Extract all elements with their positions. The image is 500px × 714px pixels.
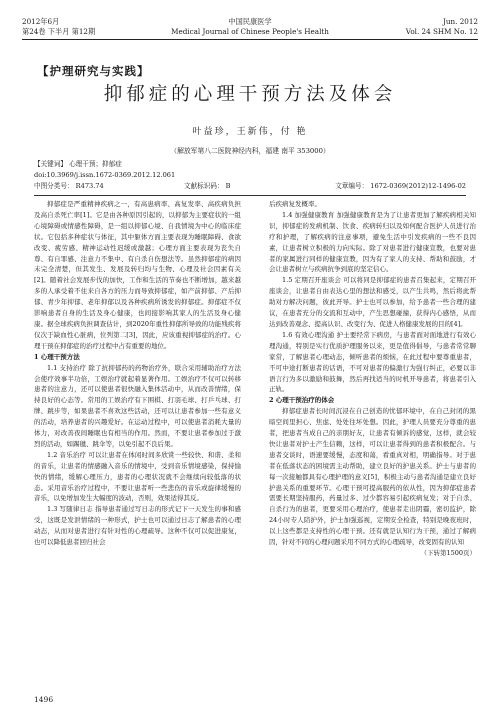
- paragraph: 抑郁症是严重精神疾病之一，有高患病率、高复发率、高疾病负担及高自杀死亡率[1]。它是由各种原因引起的，以抑郁为主要症状的一组心境障碍或情感性障碍，是一组以抑郁心境、自我情境为中心的临床症状。它包括多种症状与体征，其中躯体方面主要表现为睡眠障碍、食欲改变、疲劳感、精神运动性迟缓或激越；心理方面主要表现为丧失自尊、有自罪感、注意力不集中、有自杀自伤想法等。虽然抑郁症的病因未完全清楚，但其发生、发展及转归均与生物、心理及社会因素有关[2]。随着社会发展步伐的加快，工作和生活的节奏也不断增加，越来越多的人承受着不住来自各方的压力而导致抑郁症，如产前抑郁、产后抑郁、青少年抑郁、老年抑郁以及各种疾病所诱发的抑郁症。抑郁症不仅影响患者自身的生活及身心健康，也间接影响其家人的生活及身心健康。据全球疾病负担调查估计，到2020年重性抑郁所导致的功能残疾将仅次于缺血性心脏病，位列第二[3]，因此，应该重视抑郁症的治疗。心理干预在抑郁症的治疗过程中占有重要的地位。: [34, 200, 241, 350]
- clc-number: 中图分类号： R473.74: [34, 182, 104, 190]
- header-journal-cn: 中国民康医学: [228, 17, 272, 26]
- section-heading: 2 心理干预治疗的体会: [269, 396, 335, 405]
- page-number: 1496: [34, 695, 54, 704]
- doi: doi:10.3969/j.issn.1672-0369.2012.12.061: [34, 171, 176, 179]
- paragraph: 1.3 写随律日志 指导患者通过写日志的形式记下一天发生的事和感受，这既是发泄情绪的一种形式，护士也可以通过日志了解患者的心理动态，从而对患者进行有针对性的心理疏导。这种不仅可以促进康复，也可以降低患者回归社会: [34, 505, 241, 547]
- header-rule: [22, 39, 478, 40]
- paragraph: （下转第1500页）: [420, 549, 476, 557]
- paragraph: 1.6 有效心理沟通 护士要经常下病房，与患者面对面地进行有效心理沟通，特别是实行优质护理服务以来，更是值得倡导，与患者常常聊家常，了解患者心理动态，倾听患者的烦恼，在此过程中要尊重患者，不可中途打断患者的话语，不可对患者的偏激行为强行纠正，必要以非语言行为多以激励和鼓舞，然后再找适当的时机开导患者，将患者引入正轨。: [269, 330, 476, 394]
- header-date-en: Jun. 2012: [442, 17, 478, 26]
- section-label: 【护理研究与实践】: [37, 64, 150, 78]
- article-number: 文章编号： 1672-0369(2012)12-1496-02: [335, 182, 466, 190]
- header-journal-en: Medical Journal of Chinese People's Health: [171, 27, 329, 36]
- article-title: 抑郁症的心理干预方法及体会: [103, 84, 397, 105]
- keywords: 【关键词】 心理干预；抑郁症: [34, 160, 122, 168]
- document-code: 文献标识码： B: [184, 182, 231, 190]
- header-date-cn: 2012年6月: [22, 17, 60, 26]
- paragraph: 1.1 支持治疗 除了抗抑郁药的药物治疗外，联合采用辅助治疗方法会使疗效事半功倍，工娱治疗就起着显著作用。工娱治疗不仅可以转移患者的注意力，还可以使患者很快融入集体活动中，从而改善情绪，保持良好的心态等。常用的工娱治疗有下围棋、打羽毛球、打乒乓球、打牌、跳步等，如果患者不喜欢这些活动，还可以让患者参加一些有意义的活动，培养患者的兴趣爱好。在运动过程中，可以使患者消耗大量的体力，对改善夜间睡眠也有相当的作用。然而，不要让患者参加过于激烈的活动，如踢毽、跳伞等，以免引起不良后果。: [34, 363, 241, 448]
- paragraph: 1.4 加强健康教育 加强健康教育是为了让患者更加了解疾病相关知识，抑郁症的发病机制、饮食、疾病转归以及如何配合医护人员进行治疗和护理，了解疾病的注意事项，避免生活中引发疾病的一些不良因素，让患者树立积极的力向实际。除了对患者进行健康宣教，也要对患者的家属进行同样的健康宣教，因为有了家人的支持、帮助和鼓励，才会让患者树立与疾病抗争到底的坚定信心。: [269, 210, 476, 274]
- paragraph: 1.5 定期召开座谈会 可以将同是抑郁症的患者召集起来，定期召开座谈会，让患者自由表达心里的想法和感受，以产生共鸣，然后将此帮助对方解决问题，彼此开导。护士也可以参加，给予患者一些合理的建议，在患者充分的交流和互动中，产生思想碰撞，获得内心感悟，从而达到改善观念、提高认识、改变行为、促进人格健康发展的目的[4]。: [269, 276, 476, 328]
- article-authors: 叶益珍，王新伟，付 艳: [192, 127, 308, 137]
- paragraph: 后疾病复发概率。: [269, 200, 321, 208]
- header-issue-en: Vol. 24 SHM No. 12: [405, 27, 478, 36]
- header-issue-cn: 第24卷 下半月 第12期: [22, 27, 96, 36]
- right-column: [269, 199, 476, 559]
- section-heading: 1 心理干预方法: [34, 352, 80, 361]
- left-column: [34, 199, 241, 548]
- author-affiliation: （解放军第八二医院神经内科，福建 南平 353000）: [170, 147, 330, 155]
- meta-rule: [34, 195, 466, 196]
- paragraph: 抑郁症患者长时间沉浸在自己创造的忧郁环境中，在自己封闭的黑暗空间里担心、焦虑、处处往坏处想。因此，护理人员要充分尊重的患者，把患者当成自己的亲朋好友，让患者有倾诉的感觉，这样，就会较快让患者对护士产生信赖，这样，可以让患者得到的患者积极配合。与患者交谈时，语速要缓慢，态度和蔼，看重真对相，明确指导。对于患者在低落状态的困境需主动帮助，建立良好的护患关系。护士与患者的每一次接触都具有心理护理的意义[5]，积极主动与患者沟通是建立良好护患关系的重要环节。心理干预可提高服药的依从性，因为抑郁症患者需要长期坚持服药，药量过多、过少都容易引起疾病复发；对于自杀、自杀行为的患者，更要采用心理治疗，使患者走出阴霾，密切监护，除24小时专人陪护外，护士加强巡视，定期安全检查，特别是晚夜班时，以上这些都是支持性的心理干预。还有就是认知行为干预，通过了解病因，针对不同的心理问题采用不同方式的心理疏导，改变固有的认知: [269, 407, 476, 547]
- paragraph: 1.2 音乐治疗 可以让患者在体闲时间多欣赏一些较快、和谐、柔和的音乐，让患者的情感融入音乐的情境中，受到音乐情境感染，保持愉快的情绪，缓解心理压力，患者的心理状况就不会继续向较低落的状态。采用音乐治疗过程中，不要让患者听一些悲伤的音乐或旋律缓慢的音乐，以免增加发生大幅度的波动，否则，效果适得其反。: [34, 450, 241, 503]
